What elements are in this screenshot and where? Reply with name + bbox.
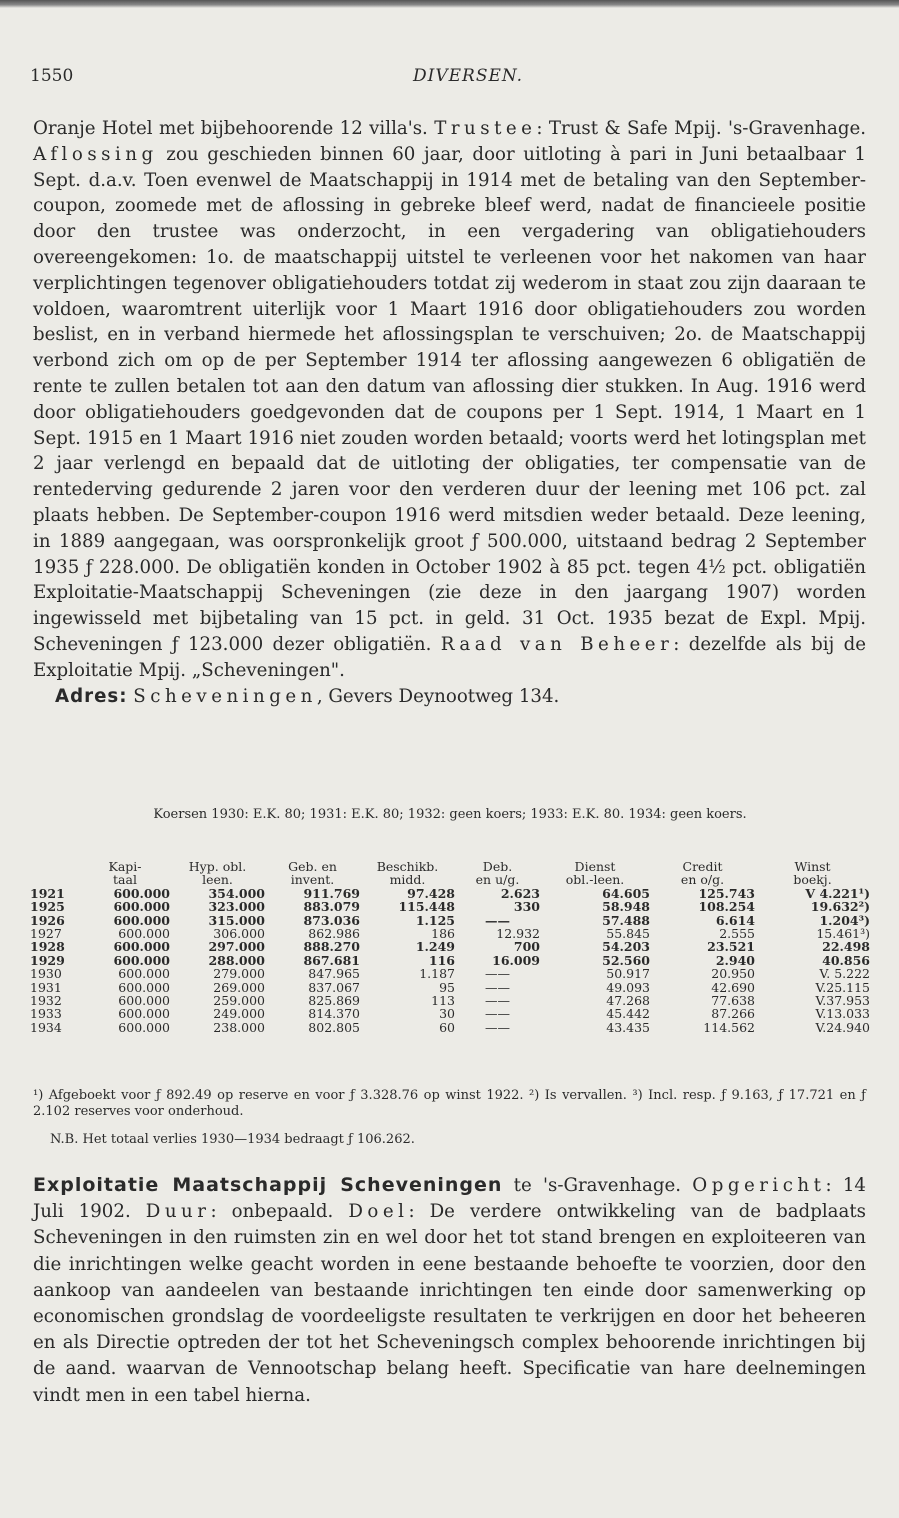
table-cell: V.24.940 bbox=[815, 1019, 870, 1035]
aflossing-label: Aflossing bbox=[33, 143, 158, 165]
table-cell: 306.000 bbox=[213, 926, 265, 942]
table-cell: 19.632²) bbox=[810, 899, 870, 915]
table-row bbox=[30, 940, 870, 953]
para1-text-1: Oranje Hotel met bijbehoorende 12 villa's. bbox=[33, 118, 435, 139]
table-cell: 2.940 bbox=[715, 952, 755, 968]
table-cell: 2.623 bbox=[500, 885, 540, 901]
table-cell: 600.000 bbox=[118, 1019, 170, 1035]
page-header bbox=[30, 66, 870, 96]
table-cell: 125.743 bbox=[698, 885, 755, 901]
company-name: Exploitatie Maatschappij Scheveningen bbox=[33, 1174, 503, 1196]
table-cell: 847.965 bbox=[308, 966, 360, 982]
table-cell: 825.869 bbox=[308, 993, 360, 1009]
header-year bbox=[30, 860, 80, 887]
table-cell-year: 1927 bbox=[30, 926, 62, 942]
table-cell: 77.638 bbox=[711, 993, 755, 1009]
table-cell: 700 bbox=[513, 939, 540, 955]
table-cell: 52.560 bbox=[602, 952, 650, 968]
header-hyp-obl: Hyp. obl. leen. bbox=[188, 859, 247, 888]
table-cell: 315.000 bbox=[208, 912, 265, 928]
table-cell: V.13.033 bbox=[815, 1006, 870, 1022]
table-cell: —— bbox=[485, 979, 510, 995]
table-cell: 42.690 bbox=[711, 979, 755, 995]
table-cell: —— bbox=[485, 1019, 510, 1035]
table-row bbox=[30, 927, 870, 940]
table-cell: —— bbox=[485, 993, 510, 1009]
duur-value: : onbepaald. bbox=[210, 1201, 349, 1223]
table-cell: 600.000 bbox=[118, 993, 170, 1009]
table-cell: V.25.115 bbox=[815, 979, 870, 995]
table-cell: 1.125 bbox=[415, 912, 455, 928]
table-cell: 1.187 bbox=[419, 966, 455, 982]
table-row bbox=[30, 994, 870, 1007]
table-cell: 297.000 bbox=[208, 939, 265, 955]
table-cell: 354.000 bbox=[208, 885, 265, 901]
header-kapitaal: Kapi- taal bbox=[108, 859, 142, 888]
header-credit: Credit en o/g. bbox=[680, 859, 725, 888]
para1-text-4: : dezelfde als bij de Exploitatie Mpij. „Scheveningen". bbox=[33, 633, 866, 681]
table-cell: 58.948 bbox=[602, 899, 650, 915]
opgericht-value: : 14 Juli 1902. bbox=[33, 1175, 866, 1223]
table-cell: 259.000 bbox=[213, 993, 265, 1009]
table-cell: 115.448 bbox=[398, 899, 455, 915]
table-cell-year: 1925 bbox=[30, 899, 65, 915]
table-row bbox=[30, 1007, 870, 1020]
table-cell-year: 1929 bbox=[30, 952, 65, 968]
header-geb-en-invent: Geb. en invent. bbox=[288, 859, 337, 888]
table-row bbox=[30, 914, 870, 927]
table-cell: 249.000 bbox=[213, 1006, 265, 1022]
opgericht-label: Opgericht bbox=[692, 1175, 826, 1196]
table-cell-year: 1931 bbox=[30, 979, 62, 995]
paragraph-exploitatie bbox=[33, 1172, 866, 1409]
table-cell: 16.009 bbox=[492, 952, 540, 968]
table-row bbox=[30, 1021, 870, 1034]
table-cell: 888.270 bbox=[303, 939, 360, 955]
table-cell: 911.769 bbox=[303, 885, 360, 901]
table-cell-year: 1934 bbox=[30, 1019, 62, 1035]
table-body bbox=[30, 887, 870, 1034]
table-cell: 600.000 bbox=[113, 952, 170, 968]
table-cell: 12.932 bbox=[496, 926, 540, 942]
table-cell: 60 bbox=[439, 1019, 455, 1035]
table-cell: 600.000 bbox=[118, 926, 170, 942]
table-cell: 1.249 bbox=[415, 939, 455, 955]
table-cell: 64.605 bbox=[602, 885, 650, 901]
table-cell-year: 1921 bbox=[30, 885, 65, 901]
table-cell: 95 bbox=[439, 979, 455, 995]
table-cell: 186 bbox=[431, 926, 455, 942]
doel-label: Doel bbox=[348, 1201, 409, 1223]
table-cell: 50.917 bbox=[606, 966, 650, 982]
table-cell: 837.067 bbox=[308, 979, 360, 995]
table-cell-year: 1932 bbox=[30, 993, 62, 1009]
paragraph-oranje-hotel bbox=[33, 116, 866, 709]
table-cell: 600.000 bbox=[113, 912, 170, 928]
table-cell: 862.986 bbox=[308, 926, 360, 942]
table-cell: 113 bbox=[431, 993, 455, 1009]
header-dienst: Dienst obl.-leen. bbox=[565, 859, 625, 888]
table-cell: 57.488 bbox=[602, 912, 650, 928]
doel-value: : De verdere ontwikkeling van de badplaats Scheveningen in den ruimsten zin en wel door het tot stand brengen en exploiteeren van die inrichtingen welke geacht worden in eene bestaande behoefte te voorzien, door den aankoop van aandeelen van bestaande inrichtingen ten einde door samenwerking op economischen grondslag de voordeeligste resultaten te verkrijgen en door het beheeren en als Directie optreden der tot het Scheveningsch complex behoorende inrichtingen bij de aand. waarvan de Vennootschap belang heeft. Specificatie van hare deelnemingen vindt men in een tabel hierna. bbox=[33, 1201, 866, 1406]
table-cell: —— bbox=[485, 912, 510, 928]
table-cell-year: 1930 bbox=[30, 966, 62, 982]
running-title: DIVERSEN. bbox=[413, 66, 524, 86]
table-cell: 116 bbox=[428, 952, 455, 968]
table-cell: 22.498 bbox=[822, 939, 870, 955]
table-cell: 6.614 bbox=[715, 912, 755, 928]
adres-city: Scheveningen bbox=[133, 685, 317, 707]
header-winst: Winst boekj. bbox=[793, 859, 832, 888]
table-cell: 873.036 bbox=[303, 912, 360, 928]
trustee-label: Trustee bbox=[434, 118, 537, 139]
table-row bbox=[30, 887, 870, 900]
para1-text-3: zou geschieden binnen 60 jaar, door uitloting à pari in Juni betaalbaar 1 Sept. d.a.v. Toen evenwel de Maatschappij in 1914 met de betaling van den September-coupon, zoomede met de aflossing in gebreke bleef werd, nadat de financieele positie door den trustee was onderzocht, in een vergadering van obligatiehouders overeengekomen: 1o. de maatschappij uitstel te verleenen voor het nakomen van haar verplichtingen tegenover obligatiehouders totdat zij wederom in staat zou zijn daaraan te voldoen, waaromtrent uiterlijk voor 1 Maart 1916 door obligatiehouders zou worden beslist, en in verband hiermede het aflossingsplan te verschuiven; 2o. de Maatschappij verbond zich om op de per September 1914 ter aflossing aangewezen 6 obligatiën de rente te zullen betalen tot aan den datum van aflossing dier stukken. In Aug. 1916 werd door obligatiehouders goedgevonden dat de coupons per 1 Sept. 1914, 1 Maart en 1 Sept. 1915 en 1 Maart 1916 niet zouden worden betaald; voorts werd het lotingsplan met 2 jaar verlengd en bepaald dat de uitloting der obligaties, ter compensatie van de rentederving gedurende 2 jaren voor den verderen duur der leening met 106 pct. zal plaats hebben. De September-coupon 1916 werd mitsdien weder betaald. Deze leening, in 1889 aangegaan, was oorspronkelijk groot ƒ 500.000, uitstaand bedrag 2 September 1935 ƒ 228.000. De obligatiën konden in October 1902 à 85 pct. tegen 4½ pct. obligatiën Exploitatie-Maatschappij Scheveningen (zie deze in den jaargang 1907) worden ingewisseld met bijbetaling van 15 pct. in geld. 31 Oct. 1935 bezat de Expl. Mpij. Scheveningen ƒ 123.000 dezer obligatiën. bbox=[33, 143, 866, 655]
header-deb: Deb. en u/g. bbox=[475, 859, 520, 888]
table-footnotes: ¹) Afgeboekt voor ƒ 892.49 op reserve en voor ƒ 3.328.76 op winst 1922. ²) Is vervallen. ³) Incl. resp. ƒ 9.163, ƒ 17.721 en ƒ 2.102 reserves voor onderhoud. bbox=[33, 1088, 866, 1119]
table-cell: 323.000 bbox=[208, 899, 265, 915]
table-row bbox=[30, 967, 870, 980]
table-cell: 269.000 bbox=[213, 979, 265, 995]
table-cell: 108.254 bbox=[698, 899, 755, 915]
table-cell: 883.079 bbox=[303, 899, 360, 915]
table-cell: 600.000 bbox=[113, 939, 170, 955]
table-cell: 2.555 bbox=[719, 926, 755, 942]
table-cell: 600.000 bbox=[118, 1006, 170, 1022]
table-cell: 55.845 bbox=[606, 926, 650, 942]
table-cell-year: 1933 bbox=[30, 1006, 62, 1022]
page-number: 1550 bbox=[30, 66, 74, 86]
nb-note: N.B. Het totaal verlies 1930—1934 bedraagt ƒ 106.262. bbox=[50, 1132, 415, 1147]
page-top-edge bbox=[0, 0, 899, 8]
table-cell: 279.000 bbox=[213, 966, 265, 982]
table-cell: 288.000 bbox=[208, 952, 265, 968]
table-cell: 1.204³) bbox=[819, 912, 870, 928]
table-row bbox=[30, 981, 870, 994]
adres-street: , Gevers Deynootweg 134. bbox=[316, 685, 560, 707]
table-cell: 600.000 bbox=[118, 966, 170, 982]
table-cell: 814.370 bbox=[308, 1006, 360, 1022]
table-cell: 49.093 bbox=[606, 979, 650, 995]
table-cell: 87.266 bbox=[711, 1006, 755, 1022]
table-cell: V. 5.222 bbox=[819, 966, 870, 982]
table-cell: 40.856 bbox=[822, 952, 870, 968]
table-cell: —— bbox=[485, 966, 510, 982]
duur-label: Duur bbox=[145, 1201, 211, 1223]
table-cell: 45.442 bbox=[606, 1006, 650, 1022]
table-cell: V 4.221¹) bbox=[805, 885, 870, 901]
table-cell: 20.950 bbox=[711, 966, 755, 982]
table-cell: 600.000 bbox=[113, 885, 170, 901]
table-cell: 867.681 bbox=[303, 952, 360, 968]
table-cell: 54.203 bbox=[602, 939, 650, 955]
table-cell: 238.000 bbox=[213, 1019, 265, 1035]
company-place: te 's-Gravenhage. bbox=[502, 1175, 682, 1196]
table-cell: —— bbox=[485, 1006, 510, 1022]
table-cell: 97.428 bbox=[407, 885, 455, 901]
table-row bbox=[30, 900, 870, 913]
table-row bbox=[30, 954, 870, 967]
table-header-row bbox=[30, 860, 870, 887]
table-cell: 600.000 bbox=[113, 899, 170, 915]
table-cell: 600.000 bbox=[118, 979, 170, 995]
table-cell-year: 1928 bbox=[30, 939, 65, 955]
koersen-line: Koersen 1930: E.K. 80; 1931: E.K. 80; 1932: geen koers; 1933: E.K. 80. 1934: geen koers. bbox=[153, 807, 747, 822]
table-cell: 30 bbox=[439, 1006, 455, 1022]
table-cell: 802.805 bbox=[308, 1019, 360, 1035]
table-cell: 23.521 bbox=[707, 939, 755, 955]
table-cell: 15.461³) bbox=[816, 926, 870, 942]
financial-table bbox=[30, 860, 870, 1034]
table-cell: 47.268 bbox=[606, 993, 650, 1009]
table-cell-year: 1926 bbox=[30, 912, 65, 928]
adres-label: Adres: bbox=[55, 685, 128, 707]
table-cell: 330 bbox=[513, 899, 540, 915]
raad-van-beheer-label: Raad van Beheer bbox=[440, 633, 674, 655]
para1-text-2: : Trust & Safe Mpij. 's-Gravenhage. bbox=[536, 118, 867, 139]
table-cell: 43.435 bbox=[606, 1019, 650, 1035]
table-cell: 114.562 bbox=[703, 1019, 755, 1035]
table-cell: V.37.953 bbox=[815, 993, 870, 1009]
header-beschikb-midd: Beschikb. midd. bbox=[376, 859, 439, 888]
